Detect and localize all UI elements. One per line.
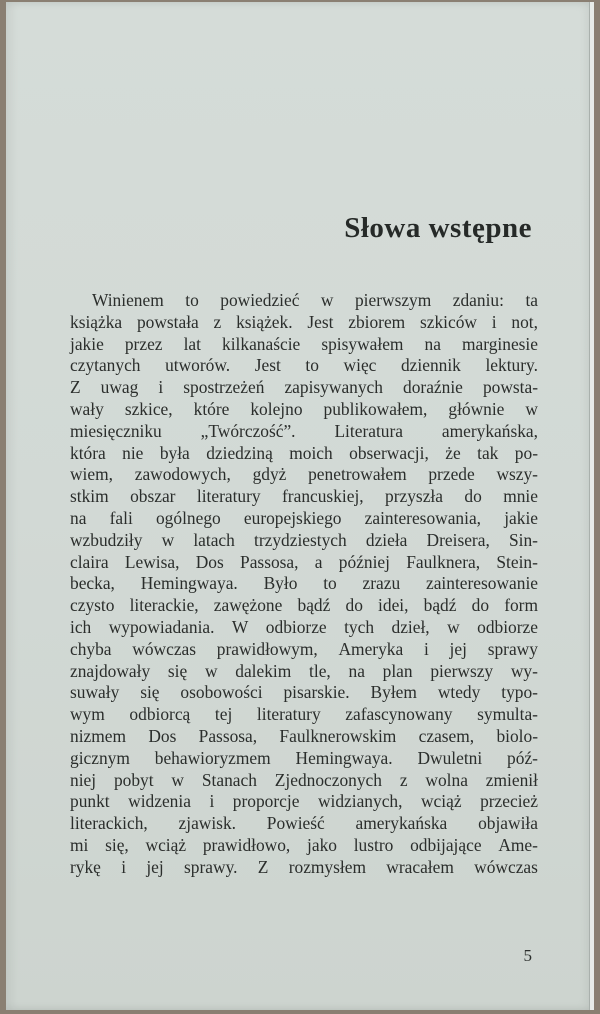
text-line (70, 530, 538, 552)
text-line (70, 290, 538, 312)
word: się, (105, 834, 129, 855)
word: na (424, 333, 441, 354)
word: odbiorze (265, 616, 327, 637)
body-text (70, 290, 538, 879)
text-line (70, 770, 538, 792)
word: to (305, 355, 319, 376)
word: W (231, 616, 249, 637)
word: pisarskie. (283, 682, 350, 703)
word: lektury. (485, 355, 538, 376)
word: chyba (70, 638, 112, 659)
word: ogólnego (155, 507, 221, 528)
text-line (70, 334, 538, 356)
word: szkiców (419, 311, 477, 332)
word: wciąż (420, 791, 462, 812)
word: utworów. (165, 355, 231, 376)
word: czasem, (418, 725, 475, 746)
word: Hemingwaya. (140, 573, 238, 594)
word: dzieł, (391, 616, 430, 637)
word: niej (70, 769, 97, 790)
word: objawiła (478, 813, 538, 834)
text-line (70, 355, 538, 377)
word: i (158, 377, 164, 398)
word: Dwuletni (417, 747, 483, 768)
word: zbiorem (348, 311, 406, 332)
word: zmienił (485, 769, 538, 790)
text-line (70, 508, 538, 530)
word: wtedy (437, 682, 481, 703)
word: przede (428, 464, 475, 485)
word: powiedzieć (220, 290, 300, 310)
text-line (70, 813, 538, 835)
word: jej (449, 638, 467, 659)
word: zapisywanych (284, 377, 383, 398)
text-line (70, 573, 538, 595)
word: osobowości (180, 682, 263, 703)
word: przez (124, 333, 163, 354)
word: stkim (70, 486, 109, 507)
word: zjawisk. (178, 813, 236, 834)
word: ta (525, 290, 538, 310)
word: z (399, 769, 408, 790)
word: obszar (130, 486, 176, 507)
word: i (491, 311, 497, 332)
word: Ameryka (338, 638, 404, 659)
word: mnie (503, 486, 538, 507)
word: mi (70, 834, 89, 855)
word: widzenia (128, 791, 191, 812)
word: nizmem (70, 725, 127, 746)
word: wciąż (145, 834, 187, 855)
page-number: 5 (523, 946, 532, 965)
word: dziedziną (206, 442, 273, 463)
word: że (445, 442, 461, 463)
word: Passosa, (198, 725, 258, 746)
word: Stanach (201, 769, 257, 790)
word: tych (344, 616, 375, 637)
text-line (70, 595, 538, 617)
word: to (185, 290, 199, 310)
word: z (213, 311, 222, 332)
word: a (314, 551, 323, 572)
word: ich (70, 616, 92, 637)
text-line (70, 617, 538, 639)
word: jej (146, 856, 164, 877)
word: Byłem (370, 682, 417, 703)
page-edge (589, 2, 594, 1010)
word: widzianych, (317, 791, 403, 812)
word: więc (343, 355, 377, 376)
word: miesięczniku (70, 420, 162, 441)
word: na (348, 660, 365, 681)
word: becka, (70, 573, 115, 594)
word: Sin- (508, 529, 538, 550)
word: Dos (195, 551, 224, 572)
word: szkice, (124, 398, 173, 419)
word: do (464, 486, 482, 507)
word: i (209, 791, 215, 812)
word: wy- (510, 660, 538, 681)
word: Stein- (496, 551, 538, 572)
word: na (70, 507, 87, 528)
text-line (70, 639, 538, 661)
word: dalekim (235, 660, 292, 681)
word: marginesie (462, 333, 538, 354)
word: głównie (448, 398, 505, 419)
word: książka (70, 311, 123, 332)
word: proporcje (232, 791, 300, 812)
word: wracałem (386, 856, 454, 877)
word: amerykańska, (441, 420, 538, 441)
word: bądź (423, 595, 457, 616)
word: Dreisera, (426, 529, 490, 550)
word: później (338, 551, 390, 572)
text-line (70, 421, 538, 443)
word: zawężone (213, 595, 283, 616)
word: plan (382, 660, 413, 681)
word: Jest (307, 311, 334, 332)
word: w (204, 660, 218, 681)
word: suwały (70, 682, 120, 703)
word: jakie (504, 507, 538, 528)
word: punkt (70, 791, 110, 812)
word: trzydziestych (254, 529, 347, 550)
word: kilkanaście (222, 333, 301, 354)
word: zainteresowanie (425, 573, 538, 594)
text-line (70, 726, 538, 748)
word: po- (514, 442, 538, 463)
word: w (525, 398, 538, 419)
word: wiem, (70, 464, 113, 485)
text-line (70, 857, 538, 879)
word: Z (257, 856, 269, 877)
word: Z (70, 377, 81, 398)
text-line (70, 791, 538, 813)
word: Winienem (92, 290, 164, 310)
word: wszy- (496, 464, 538, 485)
word: penetrowałem (308, 464, 407, 485)
word: do (471, 595, 490, 616)
text-line (70, 835, 538, 857)
word: prawidłowo, (202, 834, 291, 855)
word: rozmysłem (288, 856, 366, 877)
word: które (193, 398, 230, 419)
text-line (70, 552, 538, 574)
word: zawodowych, (134, 464, 231, 485)
word: wały (70, 398, 104, 419)
word: póź- (507, 747, 538, 768)
word: w (171, 769, 184, 790)
word: typo- (501, 682, 538, 703)
word: Powieść (266, 813, 325, 834)
book-page (6, 2, 594, 1010)
word: doraźnie (403, 377, 463, 398)
word: Hemingwaya. (295, 747, 393, 768)
word: wzbudziły (70, 529, 143, 550)
word: rykę (70, 856, 101, 877)
word: zafascynowany (345, 704, 453, 725)
text-line (70, 682, 538, 704)
word: literatury (196, 486, 261, 507)
word: Było (263, 573, 298, 594)
word: gdyż (252, 464, 287, 485)
word: „Twórczość”. (200, 420, 296, 441)
text-line (70, 486, 538, 508)
word: zdaniu: (452, 290, 504, 310)
word: Dos (148, 725, 177, 746)
word: claira (70, 551, 109, 572)
word: amerykańska (355, 813, 448, 834)
word: spisywałem (321, 333, 404, 354)
text-line (70, 464, 538, 486)
word: pierwszy (430, 660, 494, 681)
word: symulta- (477, 704, 538, 725)
text-line (70, 399, 538, 421)
word: fali (109, 507, 133, 528)
word: która (70, 442, 106, 463)
word: latach (193, 529, 235, 550)
chapter-title: Słowa wstępne (344, 212, 532, 244)
word: Ame- (498, 834, 538, 855)
word: i (121, 856, 127, 877)
text-line (70, 748, 538, 770)
text-line (70, 704, 538, 726)
word: wypowiadania. (108, 616, 215, 637)
word: odbiorze (477, 616, 538, 637)
word: publikowałem, (323, 398, 428, 419)
word: biolo- (496, 725, 538, 746)
word: wówczas (474, 856, 538, 877)
word: w (161, 529, 175, 550)
word: Lewisa, (124, 551, 180, 572)
word: francuskiej, (282, 486, 364, 507)
word: dziennik (400, 355, 461, 376)
word: to (323, 573, 337, 594)
word: pobyt (113, 769, 154, 790)
word: tak (477, 442, 499, 463)
word: idei, (378, 595, 409, 616)
word: czysto (70, 595, 115, 616)
word: uwag (100, 377, 139, 398)
word: form (504, 595, 538, 616)
word: tej (214, 704, 233, 725)
word: spostrzeżeń (183, 377, 265, 398)
word: odbijające (410, 834, 482, 855)
word: się (140, 682, 160, 703)
word: przyszła (385, 486, 443, 507)
word: odbiorcą (129, 704, 191, 725)
word: była (159, 442, 190, 463)
word: do (345, 595, 363, 616)
word: wolna (425, 769, 468, 790)
word: w (320, 290, 334, 310)
word: kolejno (250, 398, 303, 419)
text-line (70, 443, 538, 465)
text-line (70, 661, 538, 683)
text-line (70, 377, 538, 399)
word: obserwacji, (349, 442, 429, 463)
word: czytanych (70, 355, 141, 376)
word: lustro (353, 834, 394, 855)
word: dzieła (365, 529, 408, 550)
word: znajdowały (70, 660, 151, 681)
word: prawidłowym, (216, 638, 318, 659)
word: w (447, 616, 460, 637)
word: Literatura (334, 420, 403, 441)
word: sprawy. (184, 856, 238, 877)
word: literatury (256, 704, 321, 725)
word: gicznym (70, 747, 130, 768)
word: pierwszym (354, 290, 432, 310)
word: i (423, 638, 429, 659)
text-line (70, 312, 538, 334)
word: literackich, (70, 813, 148, 834)
word: się (167, 660, 188, 681)
word: zrazu (362, 573, 401, 594)
word: przecież (480, 791, 538, 812)
word: książek. (236, 311, 293, 332)
word: wówczas (132, 638, 197, 659)
word: bądź (297, 595, 331, 616)
word: Jest (254, 355, 281, 376)
word: powsta- (482, 377, 538, 398)
word: Zjednoczonych (274, 769, 382, 790)
word: sprawy (487, 638, 538, 659)
word: behawioryzmem (154, 747, 271, 768)
word: Faulknera, (406, 551, 481, 572)
word: not, (511, 311, 538, 332)
word: moich (289, 442, 333, 463)
word: wym (70, 704, 105, 725)
word: jako (307, 834, 337, 855)
word: nie (122, 442, 144, 463)
word: powstała (136, 311, 199, 332)
word: lat (183, 333, 201, 354)
word: europejskiego (243, 507, 342, 528)
word: zainteresowania, (364, 507, 482, 528)
word: Passosa, (240, 551, 299, 572)
word: Faulknerowskim (279, 725, 397, 746)
word: literackie, (129, 595, 199, 616)
word: jakie (70, 333, 104, 354)
word: tle, (309, 660, 331, 681)
